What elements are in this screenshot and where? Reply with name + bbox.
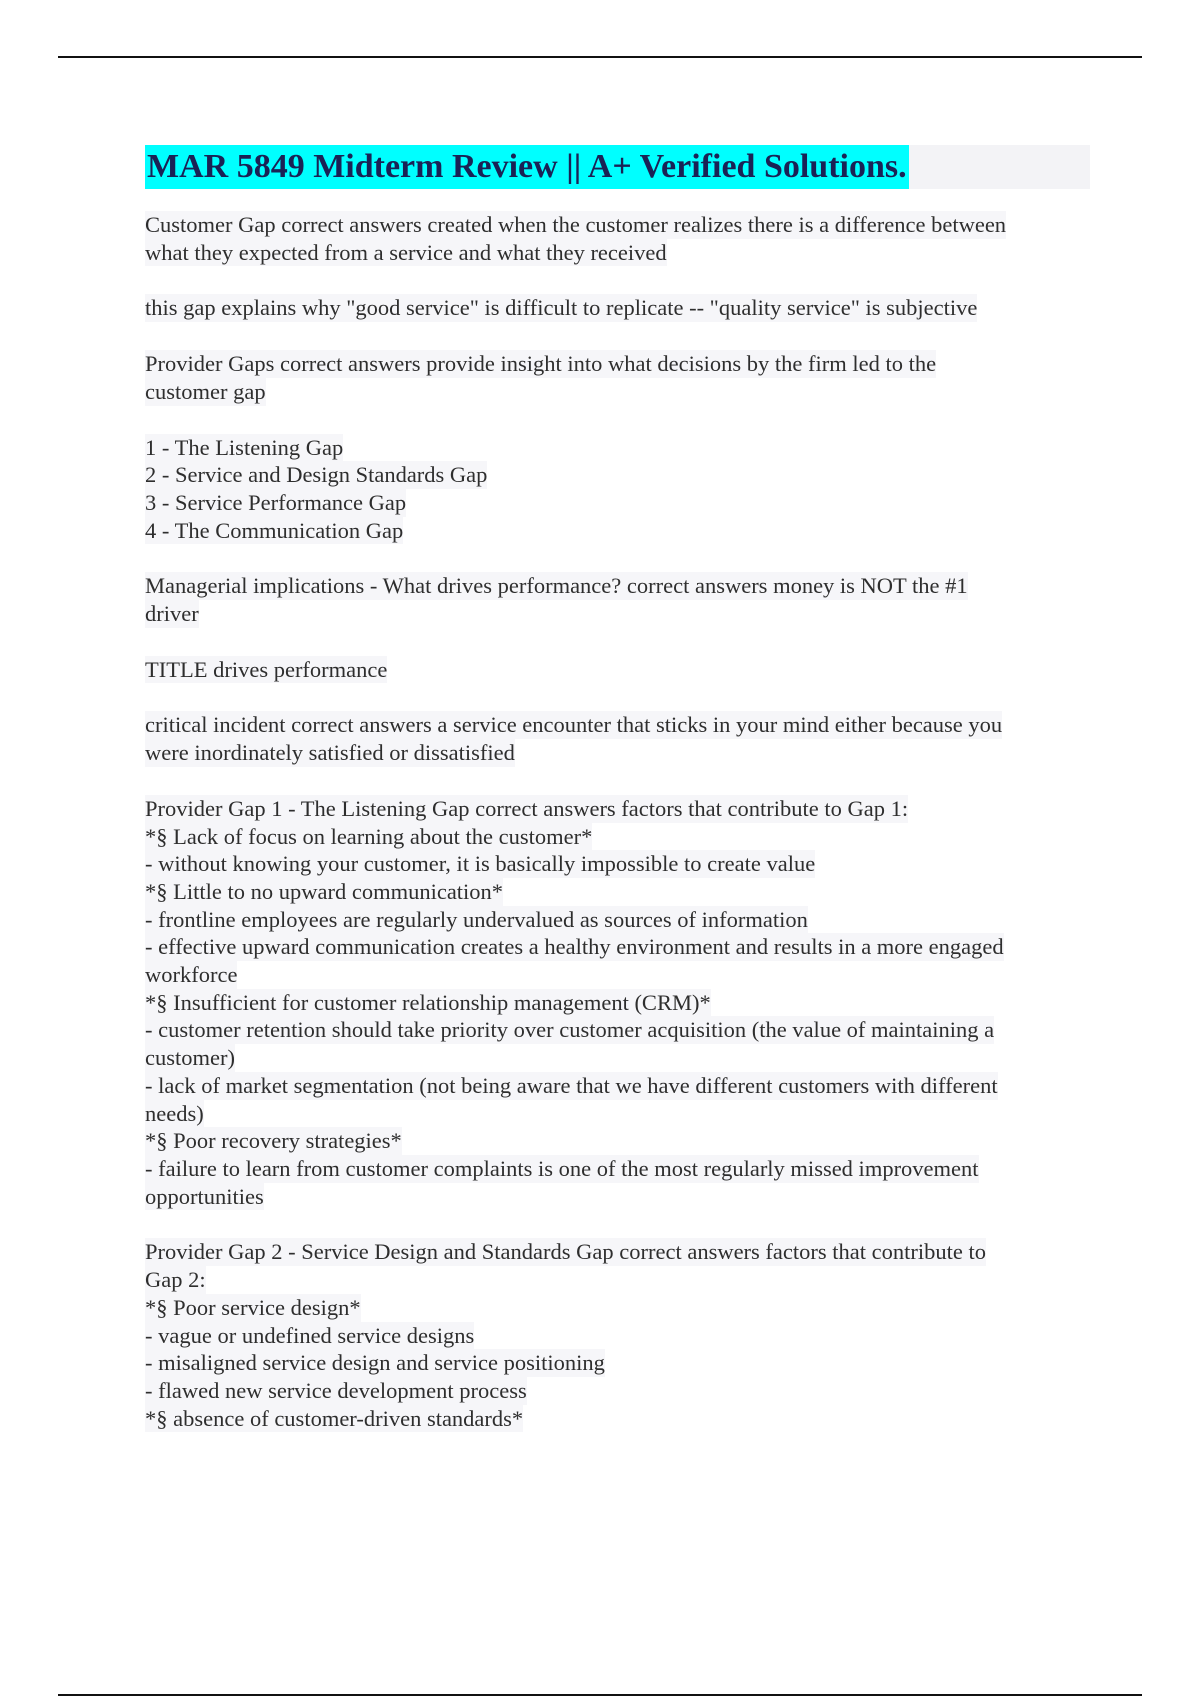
text-line: *§ Insufficient for customer relationship management (CRM)* xyxy=(145,989,711,1015)
title-bar xyxy=(145,145,1090,189)
text-line: opportunities xyxy=(145,1183,264,1209)
text-line: customer) xyxy=(145,1045,235,1071)
text-line: needs) xyxy=(145,1100,204,1126)
text-line: workforce xyxy=(145,962,238,988)
text-line: driver xyxy=(145,601,199,627)
paragraph-provider-gaps xyxy=(145,350,1090,405)
paragraph-gap-explanation xyxy=(145,294,1090,322)
page-bottom-rule xyxy=(58,1694,1142,1696)
text-line: *§ Little to no upward communication* xyxy=(145,878,504,904)
text-line: - without knowing your customer, it is basically impossible to create value xyxy=(145,851,816,877)
list-provider-gaps xyxy=(145,434,1090,545)
text-line: what they expected from a service and what they received xyxy=(145,239,667,265)
text-line: critical incident correct answers a service encounter that sticks in your mind either because you xyxy=(145,712,1003,738)
text-line: customer gap xyxy=(145,378,266,404)
text-line: were inordinately satisfied or dissatisfied xyxy=(145,740,515,766)
text-line: Provider Gap 1 - The Listening Gap correct answers factors that contribute to Gap 1: xyxy=(145,795,909,821)
list-item: 4 - The Communication Gap xyxy=(145,517,404,543)
text-line: *§ Poor service design* xyxy=(145,1294,361,1320)
text-line: - flawed new service development process xyxy=(145,1377,527,1403)
text-line: Customer Gap correct answers created when the customer realizes there is a difference between xyxy=(145,212,1007,237)
text-line: this gap explains why "good service" is difficult to replicate -- "quality service" is subjective xyxy=(145,295,978,321)
text-line: TITLE drives performance xyxy=(145,656,388,682)
text-line: - frontline employees are regularly undervalued as sources of information xyxy=(145,906,808,932)
text-line: *§ absence of customer-driven standards* xyxy=(145,1405,524,1431)
text-line: Managerial implications - What drives performance? correct answers money is NOT the #1 xyxy=(145,573,968,599)
list-item: 2 - Service and Design Standards Gap xyxy=(145,462,488,488)
text-line: - vague or undefined service designs xyxy=(145,1322,475,1348)
text-line: - misaligned service design and service positioning xyxy=(145,1350,605,1376)
text-line: *§ Poor recovery strategies* xyxy=(145,1128,402,1154)
section-provider-gap-1 xyxy=(145,795,1090,1211)
list-item: 1 - The Listening Gap xyxy=(145,434,344,460)
text-line: *§ Lack of focus on learning about the customer* xyxy=(145,823,593,849)
text-line: - failure to learn from customer complaints is one of the most regularly missed improvement xyxy=(145,1155,979,1181)
paragraph-customer-gap xyxy=(145,211,1090,266)
text-line: Gap 2: xyxy=(145,1267,206,1293)
list-item: 3 - Service Performance Gap xyxy=(145,489,407,515)
document-body xyxy=(145,145,1090,1460)
text-line: - effective upward communication creates a healthy environment and results in a more engaged xyxy=(145,934,1004,960)
paragraph-managerial-implications xyxy=(145,572,1090,627)
paragraph-critical-incident xyxy=(145,711,1090,766)
paragraph-title-drives xyxy=(145,656,1090,684)
text-line: Provider Gaps correct answers provide insight into what decisions by the firm led to the xyxy=(145,351,937,377)
page-top-rule xyxy=(58,56,1142,58)
text-line: Provider Gap 2 - Service Design and Standards Gap correct answers factors that contribute to xyxy=(145,1239,986,1265)
document-title: MAR 5849 Midterm Review || A+ Verified Solutions. xyxy=(145,145,909,189)
text-line: - lack of market segmentation (not being aware that we have different customers with different xyxy=(145,1072,998,1098)
section-provider-gap-2 xyxy=(145,1238,1090,1432)
text-line: - customer retention should take priority over customer acquisition (the value of maintaining a xyxy=(145,1017,995,1043)
